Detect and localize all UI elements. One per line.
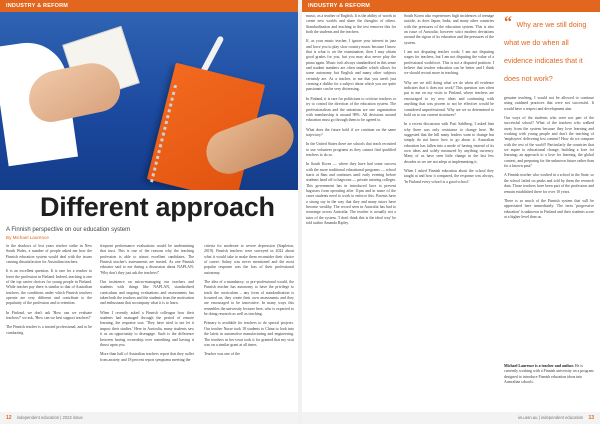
paragraph: There is so much of the Finnish system that will be appreciated here immediately. The term 'progressive education' is unknown in Finland and their students score at a higher level than us. [504,198,594,219]
paragraph: More than half of Australian teachers report that they suffer from anxiety and 18 percent report symptoms meeting the [100,352,194,362]
paragraph: The Finnish teacher is a trusted professional, and to be conducting [6,325,92,335]
paragraph: South Korea also experiences high incidences of teenage suicide, as does Japan, India, and many other countries with the pressures of the education system. This is also an issue of Australia; however strict modern deviations around the rigour of its education and the pressures of the system. [404,14,494,45]
paragraph: What does the future hold if we continue on the same trajectory? [306,127,396,137]
body-column-4 [306,14,396,414]
paragraph: genuine teaching, I would not be allowed to continue using outdated practices that were not successful. It would have a respect and development aim. [504,96,594,111]
paragraph: In Finland, we don't ask 'How can we evaluate teachers?' we ask, 'How can we best support teachers?' [6,310,92,321]
author-bio-name: Michael Laurence is a teacher and author. [504,364,574,368]
pull-quote-text: Why are we still doing what we do when all evidence indicates that it does not work? [504,20,587,83]
paragraph: If, as your music teacher, I ignore your interest in jazz and force you to play slow country music because I know that is what is on the examination, then I may obtain good grades for you, but you may also never play the piano again. Music isn't always standardised in this sense and student numbers are often smaller which allows for some autonomy but English and many other subjects certainly are. As a teacher, to me that you aren't just creating a dislike for a subject about which you are quite passionate can be very distressing. [306,39,396,92]
body-column-5 [404,14,494,414]
paragraph: A Finnish teacher who worked in a school in the State, so the school failed on peaks and told by them the research data. Those teachers have been part of the profession and remain established there for over 10 years. [504,173,594,194]
footer-left [0,412,298,424]
paragraph: In a recent discussion with Pasi Sahlberg, I asked him why there was only resistance to change here. He suggested that the bill many leaders want to change but simply do not know how to go about it. Australian education has fallen into a mode of having instead of its own ideas and solely measured by anything currency. Many of us have seen little change in the last few decades as we are not adept at implementing it. [404,122,494,164]
quote-mark-icon: “ [504,14,512,31]
body-column-2 [100,244,194,412]
paragraph: Our insistence on micro-managing our teachers and students with things like NAPLAN, standardised curriculum and ongoing evaluations and assessments has taken both the teachers and the students from the motivation and enthusiasm that accompany what it is to learn. [100,280,194,306]
paragraph: The idea of a mandatory, or pre-professional would, the Finnish teacher has autonomy to have the privilege to teach the curriculum – any form of standardisation is frowned on, they create their own assessments and they are encouraged to be innovative. In many ways this resembles the university lecturer here, who is expected to be doing research as well as teaching. [204,280,294,317]
page-gutter [298,0,302,424]
footer-right-text: ieu.asn.au | independent education [518,415,584,420]
paragraph: In Finland, it is rare for politicians to criticise teachers or try to control the direction of the education system. The professionalism and the unionism are one organisation with membership is around 98%. All decisions around education must go through them to be agreed to. [306,96,396,123]
paragraph: frequent performance evaluations would be undermining that trust. This is one of the reasons why the teaching profession is able to attract excellent candidates. The Finnish teacher's assessments are trusted. As one Finnish educator said to me during a discussion about NAPLAN: 'Why don't they just ask the teachers?' [100,244,194,275]
paragraph: When I recently asked a Finnish colleague how their students had managed through the period of remote learning, the response was: 'They have tried to not let it impact their studies.' Here in Australia, many students saw it as an opportunity to disengage. Such is the difference between having ownership over something and having it thrust upon you. [100,310,194,347]
paragraph: I am not disputing teacher work; I am not disputing wages for teachers, but I am not disputing the value of a professional workforce. This is not a disputed position: I believe that teacher education can be better and I think we should recruit more in teaching. [404,50,494,76]
page-number-right: 13 [588,415,594,421]
footer-right [302,412,600,424]
section-header-right: INDUSTRY & REFORM [302,0,600,12]
paragraph: criteria for moderate to severe depression (Stapleton, 2019). Finnish teachers were surveyed in 2022 about what it would take to make them reconsider their choice of career. Salary was never mentioned and the most popular response was the loss of their professional autonomy. [204,244,294,275]
paragraph: music, as a teacher of English. It is the ability of words to create new worlds and share the thoughts of others. Standardisation and teaching to the test removes this for both the students and the teachers. [306,14,396,35]
paragraph: In the shadows of lost years teacher strike in New South Wales, a number of people asked me how the Finnish education system would deal with the issues causing dissatisfaction for Australian teachers. [6,244,92,265]
paragraph: Our ways of the students who were not part of the successful school? What of the teachers who walked away from the system because they love learning and working with young people and don't the teaching of 'employees' delivering lost content? How do we compare with the rest of the world? Particularly the countries that we aspire to educational change, building a love for learning; an approach to a love for learning, the global context, and preparing for the unknown future rather than for a known past? [504,116,594,169]
footer-left-text: independent education | 2022 issue [16,415,83,420]
paragraph: Why are we still doing what we do when all evidence indicates that it does not work? This question was often put to me on my visits to Finland, where teachers are encouraged to try new ideas and continuing with anything that was proven to not be effective would be considered unprofessional. Why are we so determined to hold on to our current structures? [404,80,494,117]
paragraph: Teacher was one of the [204,352,240,357]
paragraph: In the United States there are schools that teach recruited to use volunteer programs as they cannot find qualified teachers to do so. [306,142,396,157]
article-subtitle: A Finnish perspective on our education system [6,227,131,233]
paragraph: When I asked Finnish education about the school they taught at and how it compared, the response was always, 'In Finland every school is a good school.' [404,168,494,184]
paragraph: In South Korea — where they have had some success with the more traditional educational programs — school starts at 8am and continues until early evening before students head off to hagwons — private tutoring colleges. This government has in introduced laws to prevent hagwons from operating after 11pm and in some of the cases students need to work to enforce this. Parents have a strong say in the way that they and many tutors have become wealthy. The record seen in Australia has had to rearrange across Australia. The teacher is actually not a tutor of the system. 'I don't think this is the ideal way' he told author Amanda Ripley. [306,162,396,226]
article-byline: By Michael Laurence [6,235,49,240]
body-column-3 [204,244,294,412]
article-title: Different approach [40,192,275,222]
hero-photo [0,12,298,190]
author-bio [504,364,594,385]
section-header-left: INDUSTRY & REFORM [0,0,298,12]
body-column-1 [6,244,92,412]
paragraph: It is an excellent question. It is rare for a teacher to leave the profession in Finland. Indeed, teaching is one of the top career choices for young people in Finland. While teacher pay there is similar to that of Australian teachers, the conditions under which Finnish teachers operate are very different and contribute to the popularity of the profession and to retention. [6,269,92,306]
author-bio-text: He is currently working with a Finnish university on a program designed to introduce Finnish education ideas into Australian schools. [504,364,594,384]
page-number-left: 12 [6,415,12,421]
pull-quote [504,14,596,92]
paragraph: Primary is available for teachers to do special projects. Our teacher Nurse took 18 students to China to look into the latest in automotive manufacturing and engineering. The teachers in her town took it for granted that my visit was on a similar grant at all times. [204,321,294,347]
